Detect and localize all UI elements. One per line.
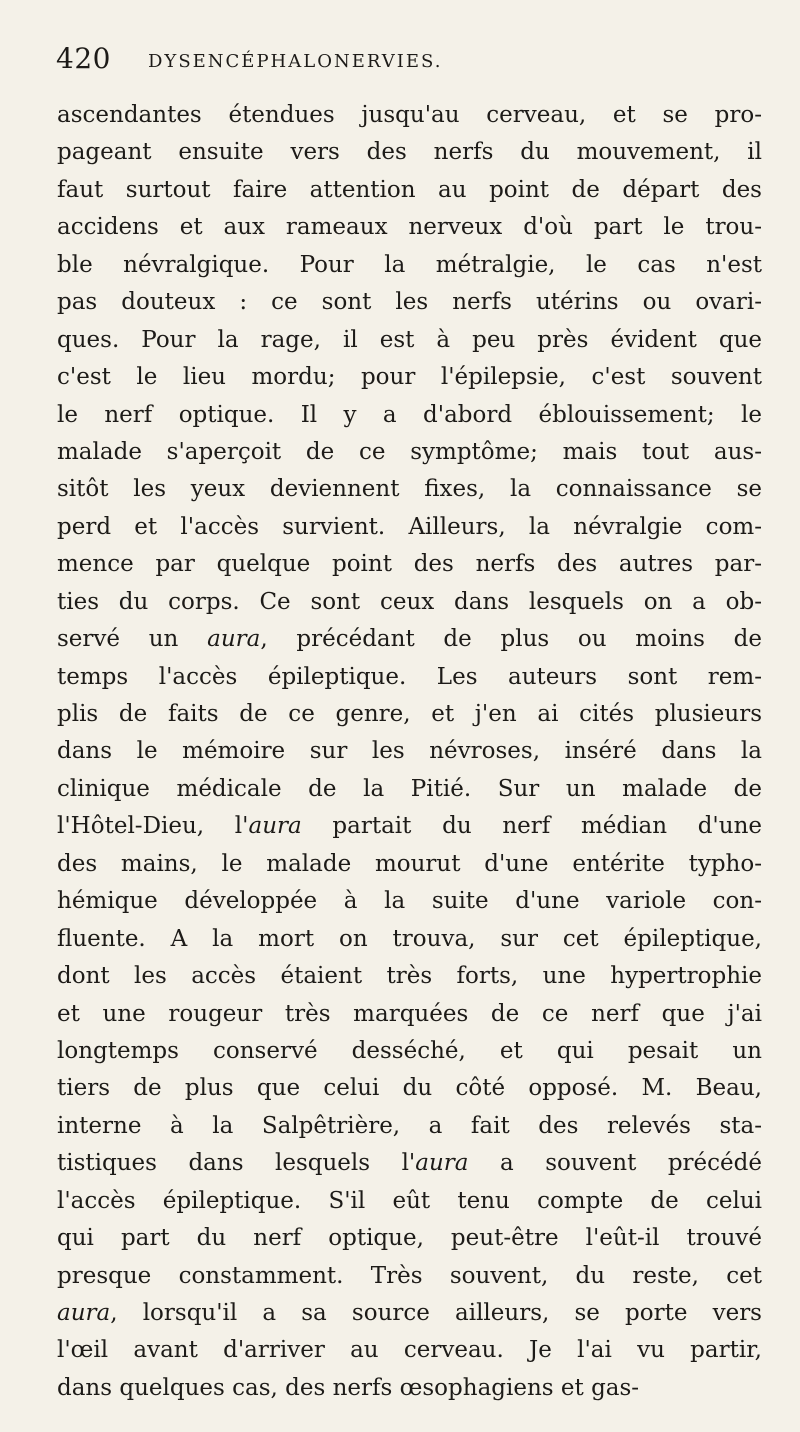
text-line [57, 1070, 762, 1107]
text-segment: tiers de plus que celui du côté opposé. M. Beau, [57, 1075, 762, 1102]
text-segment: mence par quelque point des nerfs des autres par- [57, 551, 762, 578]
text-line [57, 1370, 762, 1407]
text-line [57, 733, 762, 770]
text-segment: ascendantes étendues jusqu'au cerveau, et se pro- [57, 102, 762, 128]
text-line [57, 247, 762, 284]
text-segment: c'est le lieu mordu; pour l'épilepsie, c'est souvent [57, 364, 762, 391]
text-line [57, 172, 762, 209]
text-line [57, 97, 762, 134]
text-line [57, 996, 762, 1033]
text-line [57, 621, 762, 658]
text-segment: longtemps conservé desséché, et qui pesait un [57, 1037, 762, 1064]
text-line [57, 1332, 762, 1369]
running-head: DYSENCÉPHALONERVIES. [148, 51, 443, 72]
text-segment: temps l'accès épileptique. Les auteurs sont rem- [57, 663, 762, 690]
text-segment: l'Hôtel-Dieu, l' [57, 813, 249, 840]
text-line [57, 359, 762, 396]
text-line [57, 659, 762, 696]
text-segment: ques. Pour la rage, il est à peu près évident que [57, 326, 762, 353]
text-segment: faut surtout faire attention au point de départ des [57, 176, 762, 203]
body-text [57, 97, 762, 1407]
text-line [57, 284, 762, 321]
text-line [57, 696, 762, 733]
text-segment: pas douteux : ce sont les nerfs utérins ou ovari- [57, 289, 762, 316]
text-segment: sitôt les yeux deviennent fixes, la connaissance se [57, 476, 762, 503]
italic-word: aura [248, 813, 302, 840]
text-line [57, 1145, 762, 1182]
text-segment: perd et l'accès survient. Ailleurs, la névralgie com- [57, 513, 762, 540]
text-segment: et une rougeur très marquées de ce nerf que j'ai [57, 1000, 762, 1027]
text-line [57, 921, 762, 958]
text-segment: accidens et aux rameaux nerveux d'où part le trou- [57, 214, 762, 241]
text-segment: interne à la Salpêtrière, a fait des relevés sta- [57, 1112, 762, 1139]
text-segment: tistiques dans lesquels l' [57, 1150, 416, 1177]
text-line [57, 397, 762, 434]
page-header [56, 42, 756, 86]
page-number: 420 [56, 42, 111, 75]
text-line [57, 1258, 762, 1295]
text-line [57, 509, 762, 546]
text-segment: hémique développée à la suite d'une variole con- [57, 888, 762, 915]
text-segment: ble névralgique. Pour la métralgie, le cas n'est [57, 251, 762, 278]
text-segment: partait du nerf médian d'une [301, 813, 762, 840]
text-line [57, 434, 762, 471]
text-segment: l'accès épileptique. S'il eût tenu compte de celui [57, 1187, 762, 1214]
text-segment: des mains, le malade mourut d'une entérite typho- [57, 850, 762, 877]
text-line [57, 1295, 762, 1332]
text-line [57, 209, 762, 246]
text-line [57, 471, 762, 508]
text-segment: pageant ensuite vers des nerfs du mouvement, il [57, 139, 762, 166]
text-segment: , lorsqu'il a sa source ailleurs, se porte vers [110, 1300, 762, 1326]
text-line [57, 134, 762, 171]
italic-word: aura [57, 1300, 111, 1326]
text-segment: le nerf optique. Il y a d'abord éblouissement; le [57, 401, 762, 428]
text-segment: a souvent précédé [468, 1150, 762, 1177]
text-line [57, 546, 762, 583]
text-line [57, 958, 762, 995]
text-line [57, 808, 762, 845]
text-segment: ties du corps. Ce sont ceux dans lesquels on a ob- [57, 588, 762, 615]
text-line [57, 1033, 762, 1070]
text-segment: plis de faits de ce genre, et j'en ai cités plusieurs [57, 701, 762, 727]
text-line [57, 883, 762, 920]
text-line [57, 1108, 762, 1145]
text-segment: l'œil avant d'arriver au cerveau. Je l'ai vu partir, [57, 1337, 762, 1364]
italic-word: aura [415, 1150, 469, 1177]
text-line [57, 322, 762, 359]
italic-word: aura [207, 626, 261, 653]
text-line [57, 584, 762, 621]
text-segment: malade s'aperçoit de ce symptôme; mais tout aus- [57, 438, 762, 465]
text-segment: qui part du nerf optique, peut-être l'eût-il trouvé [57, 1225, 762, 1252]
text-segment: servé un [57, 626, 208, 653]
text-segment: clinique médicale de la Pitié. Sur un malade de [57, 775, 762, 802]
text-line [57, 1220, 762, 1257]
text-segment: dont les accès étaient très forts, une hypertrophie [57, 963, 762, 990]
text-line [57, 771, 762, 808]
text-segment: , précédant de plus ou moins de [260, 626, 762, 653]
text-line [57, 846, 762, 883]
text-segment: presque constamment. Très souvent, du reste, cet [57, 1262, 762, 1289]
text-segment: dans quelques cas, des nerfs œsophagiens et gas- [57, 1374, 640, 1401]
text-line [57, 1183, 762, 1220]
text-segment: fluente. A la mort on trouva, sur cet épileptique, [57, 925, 762, 952]
text-segment: dans le mémoire sur les névroses, inséré dans la [57, 738, 762, 765]
